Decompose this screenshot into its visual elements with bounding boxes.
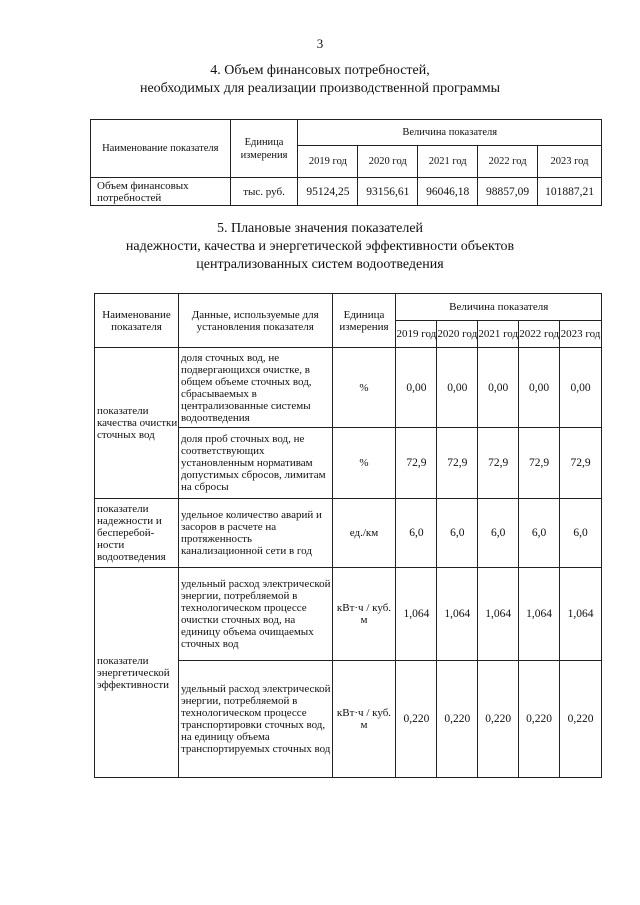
row-unit: % <box>332 428 396 499</box>
row-value: 0,220 <box>519 661 560 778</box>
row-value: 0,220 <box>396 661 437 778</box>
group-name: показатели энергетической эффективности <box>95 568 179 778</box>
header-year: 2020 год <box>358 146 418 178</box>
row-unit: ед./км <box>332 499 396 568</box>
row-value: 1,064 <box>396 568 437 661</box>
row-value: 0,220 <box>437 661 478 778</box>
header-unit: Единица измерения <box>230 120 298 178</box>
group-name: показатели надежности и бесперебой-ности водоотведения <box>95 499 179 568</box>
row-value: 0,220 <box>560 661 602 778</box>
section2-title-line3: централизованных систем водоотведения <box>196 257 444 272</box>
header-value: Величина показателя <box>396 294 602 321</box>
row-data: доля сточных вод, не подвергающихся очистке, в общем объеме сточных вод, сбрасываемых в централизованные системы водоотведения <box>178 348 332 428</box>
row-value: 93156,61 <box>358 178 418 206</box>
section2-title-line2: надежности, качества и энергетической эффективности объектов <box>125 239 515 254</box>
header-year: 2021 год <box>478 321 519 348</box>
header-year: 2023 год <box>560 321 602 348</box>
header-name: Наименование показателя <box>91 120 231 178</box>
row-value: 0,00 <box>560 348 602 428</box>
row-value: 6,0 <box>560 499 602 568</box>
row-value: 96046,18 <box>418 178 478 206</box>
page-number: 3 <box>316 36 324 51</box>
table-row <box>91 178 602 206</box>
header-data: Данные, используемые для установления показателя <box>178 294 332 348</box>
table-row <box>95 499 602 568</box>
table-row <box>95 568 602 661</box>
header-year: 2022 год <box>519 321 560 348</box>
row-value: 95124,25 <box>298 178 358 206</box>
row-unit: % <box>332 348 396 428</box>
row-value: 6,0 <box>396 499 437 568</box>
row-value: 0,00 <box>478 348 519 428</box>
row-value: 1,064 <box>437 568 478 661</box>
row-value: 101887,21 <box>538 178 602 206</box>
table-row <box>95 348 602 428</box>
section2-title <box>0 220 640 274</box>
header-year: 2023 год <box>538 146 602 178</box>
row-unit: кВт·ч / куб. м <box>332 661 396 778</box>
row-value: 72,9 <box>396 428 437 499</box>
row-unit: тыс. руб. <box>230 178 298 206</box>
row-value: 1,064 <box>560 568 602 661</box>
section1-title <box>0 62 640 98</box>
section2-title-line1: 5. Плановые значения показателей <box>216 221 424 236</box>
row-value: 72,9 <box>560 428 602 499</box>
row-value: 0,220 <box>478 661 519 778</box>
row-data: удельное количество аварий и засоров в расчете на протяженность канализационной сети в год <box>178 499 332 568</box>
row-value: 6,0 <box>478 499 519 568</box>
row-value: 6,0 <box>437 499 478 568</box>
row-value: 0,00 <box>519 348 560 428</box>
row-value: 1,064 <box>519 568 560 661</box>
header-year: 2022 год <box>478 146 538 178</box>
group-name: показатели качества очистки сточных вод <box>95 348 179 499</box>
row-value: 6,0 <box>519 499 560 568</box>
header-year: 2019 год <box>396 321 437 348</box>
row-value: 1,064 <box>478 568 519 661</box>
row-data: удельный расход электрической энергии, потребляемой в технологическом процессе транспортировки сточных вод, на единицу объема транспортируемых сточных вод <box>178 661 332 778</box>
header-unit: Единица измерения <box>332 294 396 348</box>
row-name: Объем финансовых потребностей <box>91 178 231 206</box>
row-value: 72,9 <box>478 428 519 499</box>
header-year: 2019 год <box>298 146 358 178</box>
header-value: Величина показателя <box>298 120 602 146</box>
section1-title-line1: 4. Объем финансовых потребностей, <box>210 63 430 78</box>
row-value: 98857,09 <box>478 178 538 206</box>
row-value: 0,00 <box>437 348 478 428</box>
row-value: 0,00 <box>396 348 437 428</box>
row-unit: кВт·ч / куб. м <box>332 568 396 661</box>
indicators-table <box>94 293 602 778</box>
header-year: 2020 год <box>437 321 478 348</box>
header-name: Наименование показателя <box>95 294 179 348</box>
header-year: 2021 год <box>418 146 478 178</box>
row-value: 72,9 <box>519 428 560 499</box>
row-value: 72,9 <box>437 428 478 499</box>
row-data: удельный расход электрической энергии, потребляемой в технологическом процессе очистки сточных вод, на единицу объема очищаемых сточных вод <box>178 568 332 661</box>
section1-title-line2: необходимых для реализации производственной программы <box>139 81 501 96</box>
financial-needs-table <box>90 119 602 206</box>
row-data: доля проб сточных вод, не соответствующих установленным нормативам допустимых сбросов, лимитам на сбросы <box>178 428 332 499</box>
